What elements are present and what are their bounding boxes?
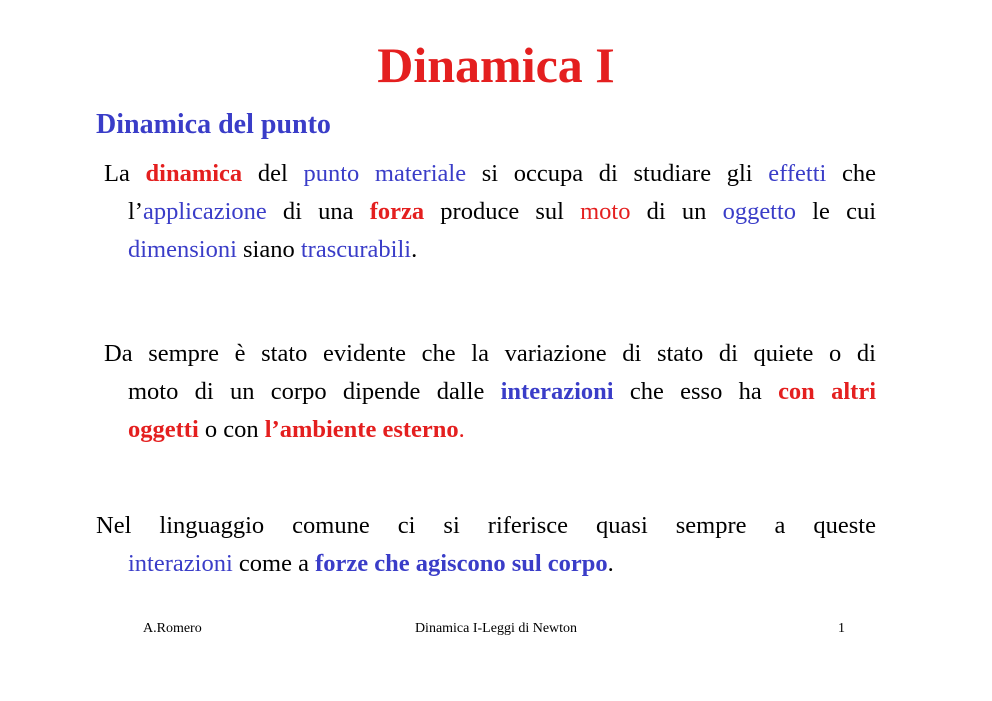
text: Nel linguaggio comune ci si riferisce quasi sempre a queste [96, 512, 876, 539]
keyword-forza: forza [369, 198, 425, 225]
text: di una [266, 198, 370, 225]
slide-title: Dinamica I [377, 37, 615, 93]
keyword-con-altri: con altri [778, 378, 876, 405]
text: le cui [796, 198, 877, 225]
text: moto di un corpo dipende dalle [128, 378, 501, 405]
text: del [242, 160, 304, 187]
text: produce sul [424, 198, 581, 225]
keyword-dimensioni: dimensioni [128, 236, 237, 263]
text: l’ [128, 198, 143, 225]
text: La [104, 160, 146, 187]
text: . [411, 236, 418, 263]
paragraph-2-line-3 [96, 411, 876, 449]
section-subtitle: Dinamica del punto [96, 109, 331, 140]
paragraph-2-line-1 [96, 335, 876, 373]
paragraph-3 [96, 507, 876, 583]
keyword-ambiente-esterno: l’ambiente esterno [264, 416, 459, 443]
text: o con [198, 416, 265, 443]
footer-author: A.Romero [143, 621, 202, 636]
keyword-trascurabili: trascurabili [300, 236, 412, 263]
text: che [826, 160, 876, 187]
keyword-moto: moto [580, 198, 631, 225]
keyword-applicazione: applicazione [142, 198, 267, 225]
paragraph-2-line-2 [96, 373, 876, 411]
text: di un [630, 198, 723, 225]
paragraph-1-line-2 [96, 193, 876, 231]
paragraph-1-line-3 [96, 231, 876, 269]
keyword-forze-corpo: forze che agiscono sul corpo [315, 550, 608, 577]
keyword-oggetti: oggetti [128, 416, 199, 443]
text: . [607, 550, 614, 577]
page-number: 1 [838, 621, 845, 636]
text: come a [232, 550, 316, 577]
keyword-effetti: effetti [768, 160, 827, 187]
paragraph-3-line-2 [96, 545, 876, 583]
keyword-dinamica: dinamica [145, 160, 243, 187]
paragraph-1 [96, 155, 876, 269]
text: che esso ha [613, 378, 779, 405]
text: si occupa di studiare gli [466, 160, 769, 187]
footer-title: Dinamica I-Leggi di Newton [414, 621, 578, 636]
text: Da sempre è stato evidente che la variazione di stato di quiete o di [104, 340, 876, 367]
keyword-interazioni: interazioni [500, 378, 614, 405]
paragraph-1-line-1 [96, 155, 876, 193]
paragraph-2 [96, 335, 876, 449]
paragraph-3-line-1 [96, 507, 876, 545]
keyword-oggetto: oggetto [722, 198, 797, 225]
text: siano [236, 236, 301, 263]
keyword-interazioni: interazioni [128, 550, 233, 577]
keyword-punto-materiale: punto materiale [303, 160, 467, 187]
text: . [458, 416, 465, 443]
